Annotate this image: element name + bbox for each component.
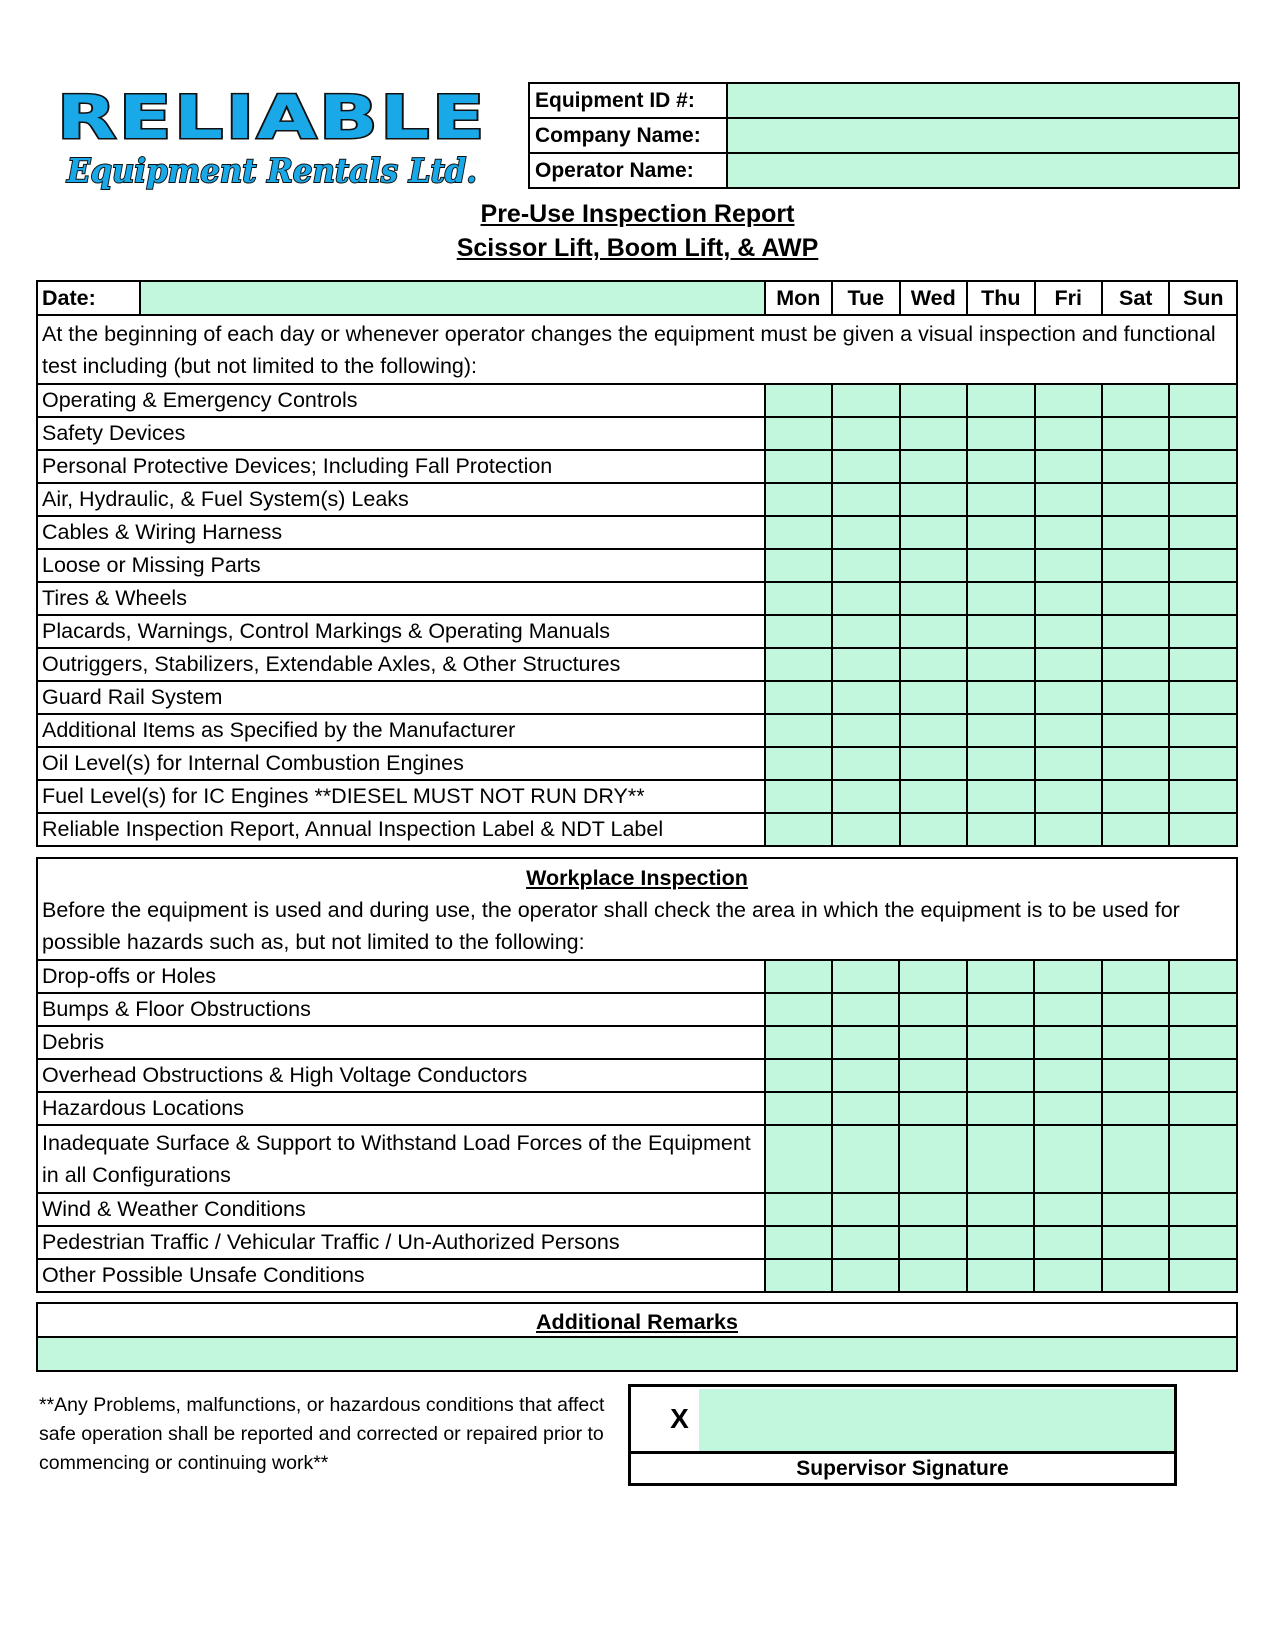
checklist-item-label: Placards, Warnings, Control Markings & Operating Manuals xyxy=(37,615,765,648)
check-cell-sun[interactable] xyxy=(1169,549,1237,582)
check-cell-sat[interactable] xyxy=(1102,714,1169,747)
check-cell-mon[interactable] xyxy=(765,960,832,993)
logo-line1: RELIABLE xyxy=(57,86,487,153)
check-cell-tue[interactable] xyxy=(832,516,899,549)
logo-graphic xyxy=(52,86,492,194)
check-cell-sun[interactable] xyxy=(1169,1226,1237,1259)
check-cell-tue[interactable] xyxy=(832,1026,899,1059)
checklist-item-label: Bumps & Floor Obstructions xyxy=(37,993,765,1026)
check-cell-tue[interactable] xyxy=(832,993,899,1026)
check-cell-fri[interactable] xyxy=(1035,780,1102,813)
footer-note: **Any Problems, malfunctions, or hazardous conditions that affect safe operation shall be reported and corrected or repaired prior to commencing or continuing work** xyxy=(39,1394,605,1474)
check-cell-mon[interactable] xyxy=(765,1059,832,1092)
check-cell-wed[interactable] xyxy=(899,1092,966,1125)
check-cell-tue[interactable] xyxy=(832,780,899,813)
day-header-tue: Tue xyxy=(832,281,899,315)
equipment-inspection-table xyxy=(36,280,1238,847)
checklist-item-label: Loose or Missing Parts xyxy=(37,549,765,582)
check-cell-sat[interactable] xyxy=(1102,681,1169,714)
check-cell-tue[interactable] xyxy=(832,1125,899,1193)
check-cell-sun[interactable] xyxy=(1169,648,1237,681)
check-cell-sun[interactable] xyxy=(1169,582,1237,615)
checklist-item-label: Other Possible Unsafe Conditions xyxy=(37,1259,765,1292)
check-cell-mon[interactable] xyxy=(765,417,832,450)
check-cell-thu[interactable] xyxy=(967,993,1034,1026)
checklist-item-label: Safety Devices xyxy=(37,417,765,450)
checklist-row xyxy=(37,1259,1237,1292)
check-cell-thu[interactable] xyxy=(967,516,1034,549)
operator-name-field[interactable] xyxy=(727,153,1239,188)
signature-box xyxy=(628,1384,1177,1486)
check-cell-sat[interactable] xyxy=(1102,582,1169,615)
checklist-item-label: Additional Items as Specified by the Manufacturer xyxy=(37,714,765,747)
check-cell-sat[interactable] xyxy=(1102,648,1169,681)
check-cell-fri[interactable] xyxy=(1035,714,1102,747)
check-cell-sun[interactable] xyxy=(1169,1092,1237,1125)
day-header-wed: Wed xyxy=(900,281,967,315)
check-cell-tue[interactable] xyxy=(832,615,899,648)
workplace-inspection-table xyxy=(36,857,1238,1293)
checklist-item-label: Outriggers, Stabilizers, Extendable Axles, & Other Structures xyxy=(37,648,765,681)
check-cell-tue[interactable] xyxy=(832,714,899,747)
check-cell-thu[interactable] xyxy=(967,813,1034,846)
day-header-mon: Mon xyxy=(765,281,832,315)
check-cell-fri[interactable] xyxy=(1035,549,1102,582)
check-cell-sun[interactable] xyxy=(1169,417,1237,450)
report-title: Pre-Use Inspection Report xyxy=(480,200,795,228)
check-cell-mon[interactable] xyxy=(765,714,832,747)
remarks-table xyxy=(36,1302,1238,1372)
check-cell-thu[interactable] xyxy=(967,747,1034,780)
checklist-row xyxy=(37,384,1237,417)
checklist-item-label: Tires & Wheels xyxy=(37,582,765,615)
check-cell-wed[interactable] xyxy=(899,1226,966,1259)
check-cell-fri[interactable] xyxy=(1035,813,1102,846)
check-cell-wed[interactable] xyxy=(899,960,966,993)
check-cell-wed[interactable] xyxy=(900,615,967,648)
check-cell-sun[interactable] xyxy=(1169,483,1237,516)
checklist-row xyxy=(37,417,1237,450)
check-cell-sun[interactable] xyxy=(1169,615,1237,648)
check-cell-mon[interactable] xyxy=(765,384,832,417)
check-cell-thu[interactable] xyxy=(967,960,1034,993)
check-cell-wed[interactable] xyxy=(899,1026,966,1059)
day-header-sun: Sun xyxy=(1169,281,1237,315)
check-cell-mon[interactable] xyxy=(765,1026,832,1059)
check-cell-sun[interactable] xyxy=(1169,384,1237,417)
check-cell-fri[interactable] xyxy=(1035,417,1102,450)
checklist-row xyxy=(37,1125,1237,1193)
check-cell-fri[interactable] xyxy=(1035,615,1102,648)
check-cell-sat[interactable] xyxy=(1102,615,1169,648)
checklist-row xyxy=(37,1226,1237,1259)
check-cell-wed[interactable] xyxy=(900,483,967,516)
check-cell-thu[interactable] xyxy=(967,1259,1034,1292)
check-cell-wed[interactable] xyxy=(899,1125,966,1193)
check-cell-wed[interactable] xyxy=(899,1259,966,1292)
check-cell-thu[interactable] xyxy=(967,384,1034,417)
checklist-row xyxy=(37,582,1237,615)
check-cell-mon[interactable] xyxy=(765,615,832,648)
checklist-row xyxy=(37,549,1237,582)
check-cell-sat[interactable] xyxy=(1102,747,1169,780)
check-cell-tue[interactable] xyxy=(832,648,899,681)
equipment-id-label: Equipment ID #: xyxy=(529,83,727,118)
checklist-row xyxy=(37,1193,1237,1226)
check-cell-fri[interactable] xyxy=(1035,483,1102,516)
check-cell-fri[interactable] xyxy=(1034,1092,1101,1125)
check-cell-fri[interactable] xyxy=(1034,1026,1101,1059)
check-cell-tue[interactable] xyxy=(832,1092,899,1125)
check-cell-tue[interactable] xyxy=(832,384,899,417)
check-cell-sun[interactable] xyxy=(1169,1026,1237,1059)
check-cell-tue[interactable] xyxy=(832,582,899,615)
company-name-label: Company Name: xyxy=(529,118,727,153)
check-cell-mon[interactable] xyxy=(765,780,832,813)
check-cell-tue[interactable] xyxy=(832,1193,899,1226)
checklist-item-label: Overhead Obstructions & High Voltage Conductors xyxy=(37,1059,765,1092)
signature-x-mark: X xyxy=(670,1403,689,1434)
checklist-row xyxy=(37,1026,1237,1059)
check-cell-thu[interactable] xyxy=(967,417,1034,450)
check-cell-wed[interactable] xyxy=(900,681,967,714)
check-cell-tue[interactable] xyxy=(832,1059,899,1092)
check-cell-mon[interactable] xyxy=(765,1125,832,1193)
check-cell-wed[interactable] xyxy=(900,648,967,681)
remarks-title: Additional Remarks xyxy=(37,1303,1237,1337)
check-cell-sun[interactable] xyxy=(1169,516,1237,549)
check-cell-fri[interactable] xyxy=(1035,384,1102,417)
check-cell-sat[interactable] xyxy=(1102,483,1169,516)
check-cell-thu[interactable] xyxy=(967,615,1034,648)
check-cell-wed[interactable] xyxy=(900,780,967,813)
checklist-item-label: Oil Level(s) for Internal Combustion Engines xyxy=(37,747,765,780)
check-cell-tue[interactable] xyxy=(832,813,899,846)
equipment-id-field[interactable] xyxy=(727,83,1239,118)
check-cell-sat[interactable] xyxy=(1102,1125,1169,1193)
check-cell-sat[interactable] xyxy=(1102,549,1169,582)
check-cell-thu[interactable] xyxy=(967,1092,1034,1125)
check-cell-sun[interactable] xyxy=(1169,1193,1237,1226)
check-cell-wed[interactable] xyxy=(900,384,967,417)
check-cell-sun[interactable] xyxy=(1169,1125,1237,1193)
checklist-row xyxy=(37,813,1237,846)
check-cell-wed[interactable] xyxy=(899,993,966,1026)
check-cell-fri[interactable] xyxy=(1035,582,1102,615)
check-cell-tue[interactable] xyxy=(832,1226,899,1259)
check-cell-sat[interactable] xyxy=(1102,960,1169,993)
day-header-fri: Fri xyxy=(1035,281,1102,315)
checklist-row xyxy=(37,681,1237,714)
check-cell-sat[interactable] xyxy=(1102,384,1169,417)
check-cell-sat[interactable] xyxy=(1102,1059,1169,1092)
check-cell-fri[interactable] xyxy=(1035,450,1102,483)
check-cell-sun[interactable] xyxy=(1169,813,1237,846)
checklist-row xyxy=(37,1092,1237,1125)
check-cell-fri[interactable] xyxy=(1034,1259,1101,1292)
check-cell-mon[interactable] xyxy=(765,1226,832,1259)
check-cell-mon[interactable] xyxy=(765,483,832,516)
check-cell-sat[interactable] xyxy=(1102,450,1169,483)
checklist-row xyxy=(37,648,1237,681)
checklist-row xyxy=(37,960,1237,993)
remarks-field[interactable] xyxy=(37,1337,1237,1371)
checklist-row xyxy=(37,516,1237,549)
check-cell-sat[interactable] xyxy=(1102,780,1169,813)
checklist-item-label: Inadequate Surface & Support to Withstand Load Forces of the Equipment in all Configurations xyxy=(37,1125,765,1193)
check-cell-sun[interactable] xyxy=(1169,1259,1237,1292)
day-header-thu: Thu xyxy=(967,281,1034,315)
check-cell-wed[interactable] xyxy=(900,714,967,747)
check-cell-sun[interactable] xyxy=(1169,747,1237,780)
checklist-row xyxy=(37,1059,1237,1092)
checklist-item-label: Personal Protective Devices; Including Fall Protection xyxy=(37,450,765,483)
check-cell-tue[interactable] xyxy=(832,417,899,450)
check-cell-tue[interactable] xyxy=(832,450,899,483)
company-name-field[interactable] xyxy=(727,118,1239,153)
checklist-row xyxy=(37,714,1237,747)
checklist-item-label: Reliable Inspection Report, Annual Inspection Label & NDT Label xyxy=(37,813,765,846)
check-cell-wed[interactable] xyxy=(900,747,967,780)
check-cell-thu[interactable] xyxy=(967,1193,1034,1226)
check-cell-mon[interactable] xyxy=(765,450,832,483)
check-cell-wed[interactable] xyxy=(900,549,967,582)
check-cell-tue[interactable] xyxy=(832,1259,899,1292)
report-subtitle: Scissor Lift, Boom Lift, & AWP xyxy=(456,234,819,262)
check-cell-sat[interactable] xyxy=(1102,1226,1169,1259)
check-cell-wed[interactable] xyxy=(899,1059,966,1092)
check-cell-fri[interactable] xyxy=(1035,747,1102,780)
check-cell-sat[interactable] xyxy=(1102,417,1169,450)
checklist-item-label: Debris xyxy=(37,1026,765,1059)
day-header-sat: Sat xyxy=(1102,281,1169,315)
check-cell-tue[interactable] xyxy=(832,483,899,516)
check-cell-wed[interactable] xyxy=(900,582,967,615)
checklist-row xyxy=(37,780,1237,813)
check-cell-mon[interactable] xyxy=(765,1259,832,1292)
check-cell-tue[interactable] xyxy=(832,960,899,993)
checklist-item-label: Air, Hydraulic, & Fuel System(s) Leaks xyxy=(37,483,765,516)
check-cell-sun[interactable] xyxy=(1169,960,1237,993)
equipment-instruction: At the beginning of each day or whenever operator changes the equipment must be given a visual inspection and functional test including (but not limited to the following): xyxy=(37,315,1237,384)
check-cell-tue[interactable] xyxy=(832,549,899,582)
check-cell-sat[interactable] xyxy=(1102,1026,1169,1059)
checklist-row xyxy=(37,747,1237,780)
check-cell-fri[interactable] xyxy=(1035,681,1102,714)
checklist-row xyxy=(37,450,1237,483)
check-cell-mon[interactable] xyxy=(765,648,832,681)
company-logo xyxy=(52,86,492,194)
checklist-row xyxy=(37,615,1237,648)
check-cell-wed[interactable] xyxy=(900,417,967,450)
check-cell-sun[interactable] xyxy=(1169,714,1237,747)
check-cell-fri[interactable] xyxy=(1034,993,1101,1026)
check-cell-mon[interactable] xyxy=(765,681,832,714)
check-cell-sun[interactable] xyxy=(1169,780,1237,813)
check-cell-sat[interactable] xyxy=(1102,516,1169,549)
check-cell-mon[interactable] xyxy=(765,993,832,1026)
check-cell-tue[interactable] xyxy=(832,681,899,714)
check-cell-mon[interactable] xyxy=(765,516,832,549)
check-cell-thu[interactable] xyxy=(967,549,1034,582)
check-cell-thu[interactable] xyxy=(967,1125,1034,1193)
check-cell-fri[interactable] xyxy=(1035,516,1102,549)
checklist-item-label: Hazardous Locations xyxy=(37,1092,765,1125)
check-cell-mon[interactable] xyxy=(765,813,832,846)
check-cell-sun[interactable] xyxy=(1169,450,1237,483)
check-cell-thu[interactable] xyxy=(967,1059,1034,1092)
checklist-item-label: Operating & Emergency Controls xyxy=(37,384,765,417)
check-cell-thu[interactable] xyxy=(967,582,1034,615)
check-cell-thu[interactable] xyxy=(967,714,1034,747)
check-cell-mon[interactable] xyxy=(765,582,832,615)
check-cell-fri[interactable] xyxy=(1034,960,1101,993)
check-cell-sun[interactable] xyxy=(1169,993,1237,1026)
checklist-item-label: Guard Rail System xyxy=(37,681,765,714)
check-cell-sat[interactable] xyxy=(1102,813,1169,846)
check-cell-fri[interactable] xyxy=(1034,1193,1101,1226)
check-cell-thu[interactable] xyxy=(967,780,1034,813)
check-cell-sat[interactable] xyxy=(1102,993,1169,1026)
signature-label: Supervisor Signature xyxy=(796,1457,1009,1480)
check-cell-thu[interactable] xyxy=(967,450,1034,483)
checklist-row xyxy=(37,483,1237,516)
check-cell-thu[interactable] xyxy=(967,681,1034,714)
check-cell-thu[interactable] xyxy=(967,1226,1034,1259)
checklist-item-label: Pedestrian Traffic / Vehicular Traffic / Un-Authorized Persons xyxy=(37,1226,765,1259)
check-cell-sat[interactable] xyxy=(1102,1092,1169,1125)
checklist-item-label: Cables & Wiring Harness xyxy=(37,516,765,549)
check-cell-fri[interactable] xyxy=(1034,1226,1101,1259)
checklist-item-label: Fuel Level(s) for IC Engines **DIESEL MUST NOT RUN DRY** xyxy=(37,780,765,813)
check-cell-fri[interactable] xyxy=(1034,1125,1101,1193)
check-cell-sun[interactable] xyxy=(1169,1059,1237,1092)
checklist-item-label: Wind & Weather Conditions xyxy=(37,1193,765,1226)
check-cell-sun[interactable] xyxy=(1169,681,1237,714)
check-cell-mon[interactable] xyxy=(765,1092,832,1125)
check-cell-fri[interactable] xyxy=(1035,648,1102,681)
check-cell-mon[interactable] xyxy=(765,1193,832,1226)
date-field[interactable] xyxy=(140,281,764,315)
check-cell-wed[interactable] xyxy=(900,813,967,846)
check-cell-fri[interactable] xyxy=(1034,1059,1101,1092)
check-cell-thu[interactable] xyxy=(967,1026,1034,1059)
check-cell-wed[interactable] xyxy=(899,1193,966,1226)
logo-line2: Equipment Rentals Ltd. xyxy=(66,151,478,190)
check-cell-sat[interactable] xyxy=(1102,1259,1169,1292)
check-cell-mon[interactable] xyxy=(765,747,832,780)
workplace-title: Workplace Inspection xyxy=(37,858,1237,892)
checklist-item-label: Drop-offs or Holes xyxy=(37,960,765,993)
header-fields xyxy=(528,82,1240,189)
check-cell-wed[interactable] xyxy=(900,516,967,549)
check-cell-sat[interactable] xyxy=(1102,1193,1169,1226)
date-label: Date: xyxy=(37,281,140,315)
check-cell-wed[interactable] xyxy=(900,450,967,483)
operator-name-label: Operator Name: xyxy=(529,153,727,188)
check-cell-thu[interactable] xyxy=(967,483,1034,516)
workplace-instruction: Before the equipment is used and during use, the operator shall check the area in which the equipment is to be used for possible hazards such as, but not limited to the following: xyxy=(37,892,1237,960)
check-cell-mon[interactable] xyxy=(765,549,832,582)
checklist-row xyxy=(37,993,1237,1026)
check-cell-tue[interactable] xyxy=(832,747,899,780)
check-cell-thu[interactable] xyxy=(967,648,1034,681)
signature-field[interactable] xyxy=(699,1389,1174,1451)
